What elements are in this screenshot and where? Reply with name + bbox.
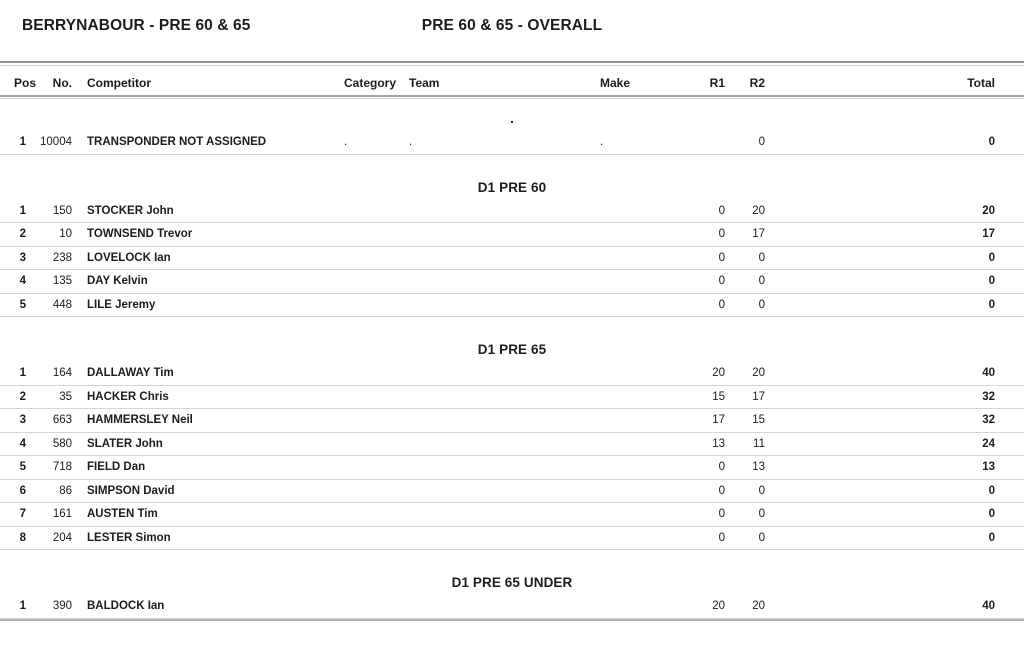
row-r1: 0 (718, 204, 725, 217)
row-r1: 13 (712, 437, 725, 450)
row-pos: 5 (19, 461, 26, 474)
section-title: D1 PRE 60 (477, 179, 547, 195)
col-header-no: No. (52, 76, 72, 90)
col-header-pos: Pos (14, 76, 37, 90)
section-rows (0, 595, 1024, 619)
page-header (0, 17, 1024, 36)
row-make: . (600, 136, 604, 149)
col-header-make: Make (600, 76, 631, 90)
row-team: . (409, 136, 413, 149)
row-r2: 0 (758, 136, 765, 149)
row-total: 0 (988, 484, 995, 497)
row-total: 0 (988, 298, 995, 311)
row-r1: 0 (718, 275, 725, 288)
row-competitor: SLATER John (87, 437, 163, 450)
section-title: D1 PRE 65 UNDER (451, 575, 573, 590)
row-total: 0 (988, 251, 995, 264)
col-header-category: Category (344, 76, 397, 90)
table-row (0, 409, 1024, 433)
row-no: 35 (59, 390, 72, 403)
row-r1: 0 (718, 298, 725, 311)
row-r2: 20 (752, 367, 765, 380)
table-row (0, 200, 1024, 224)
row-no: 10 (59, 228, 72, 241)
header-bottom-rule (0, 95, 1024, 99)
row-competitor: LOVELOCK Ian (87, 251, 171, 264)
row-competitor: DAY Kelvin (87, 275, 148, 288)
row-pos: 5 (19, 298, 26, 311)
row-competitor: BALDOCK Ian (87, 600, 165, 613)
row-r1: 20 (712, 600, 725, 613)
row-no: 663 (52, 414, 72, 427)
col-header-total: Total (967, 76, 995, 90)
section-title: . (510, 111, 514, 126)
row-no: 150 (52, 204, 72, 217)
row-r2: 0 (758, 275, 765, 288)
row-r2: 11 (753, 437, 765, 450)
results-section (0, 107, 1024, 155)
table-header-row (0, 66, 1024, 95)
row-r2: 20 (752, 600, 765, 613)
row-no: 10004 (40, 136, 72, 149)
row-pos: 1 (19, 367, 26, 380)
row-competitor: SIMPSON David (87, 484, 175, 497)
table-row (0, 595, 1024, 619)
row-total: 13 (982, 461, 995, 474)
row-r2: 0 (758, 298, 765, 311)
row-total: 0 (988, 275, 995, 288)
row-no: 135 (52, 275, 72, 288)
row-pos: 1 (19, 136, 26, 149)
row-r2: 0 (758, 484, 765, 497)
row-r1: 0 (718, 508, 725, 521)
row-total: 0 (988, 531, 995, 544)
results-section (0, 338, 1024, 550)
row-total: 0 (988, 508, 995, 521)
row-pos: 8 (19, 531, 26, 544)
row-r2: 0 (758, 508, 765, 521)
row-r1: 0 (718, 484, 725, 497)
row-pos: 3 (19, 414, 26, 427)
row-r2: 15 (752, 414, 765, 427)
row-pos: 2 (19, 390, 26, 403)
row-pos: 1 (19, 600, 26, 613)
row-competitor: STOCKER John (87, 204, 174, 217)
results-section (0, 571, 1024, 619)
table-row (0, 223, 1024, 247)
section-rows (0, 362, 1024, 550)
row-total: 40 (982, 367, 995, 380)
row-r2: 17 (752, 390, 765, 403)
table-row (0, 503, 1024, 527)
col-header-team: Team (409, 76, 440, 90)
table-row (0, 433, 1024, 457)
results-page (0, 17, 1024, 669)
report-title: PRE 60 & 65 - OVERALL (421, 17, 603, 34)
event-title: BERRYNABOUR - PRE 60 & 65 (22, 17, 251, 34)
table-row (0, 456, 1024, 480)
table-row (0, 386, 1024, 410)
row-pos: 4 (19, 437, 26, 450)
row-no: 86 (59, 484, 72, 497)
row-r2: 0 (758, 251, 765, 264)
table-row (0, 527, 1024, 551)
row-total: 17 (982, 228, 995, 241)
sections-container (0, 107, 1024, 619)
table-row (0, 247, 1024, 271)
row-total: 32 (982, 390, 995, 403)
row-no: 718 (52, 461, 72, 474)
section-rows (0, 200, 1024, 318)
row-r2: 0 (758, 531, 765, 544)
row-category: . (344, 136, 348, 149)
col-header-competitor: Competitor (87, 76, 151, 90)
row-total: 24 (982, 437, 995, 450)
section-title: D1 PRE 65 (477, 342, 547, 357)
table-row (0, 294, 1024, 318)
row-pos: 4 (19, 275, 26, 288)
row-r1: 0 (718, 461, 725, 474)
row-no: 390 (52, 600, 72, 613)
row-no: 161 (52, 508, 72, 521)
table-row (0, 480, 1024, 504)
row-no: 164 (52, 367, 72, 380)
row-competitor: DALLAWAY Tim (87, 367, 174, 380)
row-pos: 1 (19, 204, 26, 217)
row-total: 32 (982, 414, 995, 427)
row-r1: 20 (712, 367, 725, 380)
row-no: 448 (52, 298, 72, 311)
col-header-r2: R2 (749, 76, 765, 90)
row-competitor: TRANSPONDER NOT ASSIGNED (87, 136, 267, 149)
col-header-r1: R1 (709, 76, 725, 90)
row-r1: 0 (718, 228, 725, 241)
row-r1: 0 (718, 531, 725, 544)
table-row (0, 362, 1024, 386)
row-r1: 0 (718, 251, 725, 264)
row-competitor: AUSTEN Tim (87, 508, 158, 521)
row-pos: 3 (19, 251, 26, 264)
row-r2: 20 (752, 204, 765, 217)
row-no: 204 (52, 531, 72, 544)
table-row (0, 131, 1024, 155)
row-r1: 15 (712, 390, 725, 403)
results-section (0, 176, 1024, 318)
row-total: 20 (982, 204, 995, 217)
row-r2: 17 (752, 228, 765, 241)
row-total: 0 (988, 136, 995, 149)
row-competitor: LESTER Simon (87, 531, 171, 544)
row-pos: 7 (19, 508, 26, 521)
row-no: 238 (52, 251, 72, 264)
row-competitor: TOWNSEND Trevor (87, 228, 193, 241)
row-pos: 6 (19, 484, 26, 497)
row-competitor: HAMMERSLEY Neil (87, 414, 193, 427)
row-competitor: HACKER Chris (87, 390, 169, 403)
row-no: 580 (52, 437, 72, 450)
row-r1: 17 (712, 414, 725, 427)
row-competitor: FIELD Dan (87, 461, 146, 474)
row-r2: 13 (752, 461, 765, 474)
section-rows (0, 131, 1024, 155)
table-row (0, 270, 1024, 294)
row-total: 40 (982, 600, 995, 613)
row-pos: 2 (19, 228, 26, 241)
row-competitor: LILE Jeremy (87, 298, 156, 311)
document-end-rule (0, 619, 1024, 621)
